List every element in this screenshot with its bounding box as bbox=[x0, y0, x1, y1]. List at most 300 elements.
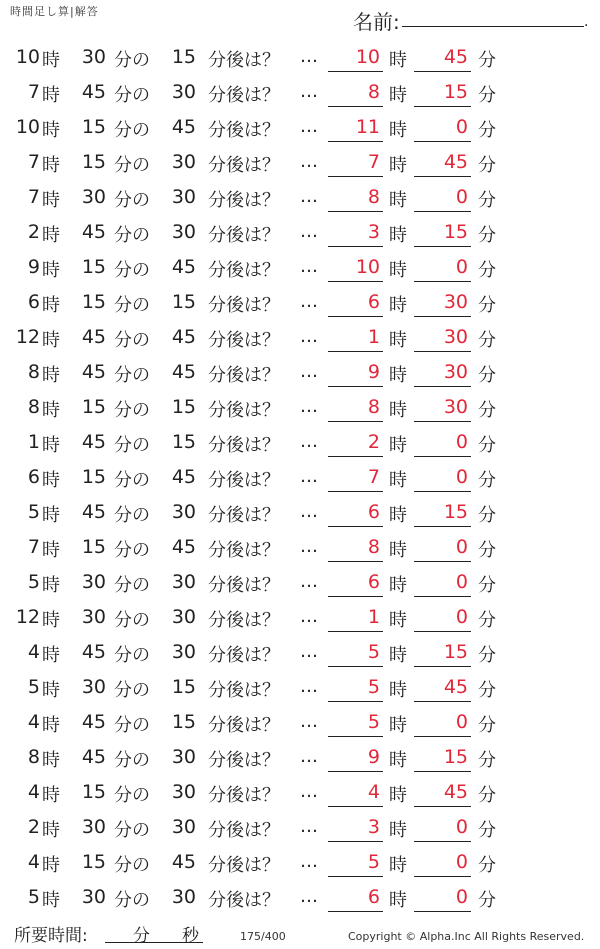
minute-of-label: 分の bbox=[114, 435, 150, 456]
answer-hour-underline bbox=[328, 526, 383, 527]
start-hour: 12 bbox=[15, 326, 40, 348]
ellipsis: … bbox=[300, 501, 318, 522]
answer-minute: 0 bbox=[455, 851, 468, 873]
added-minutes: 15 bbox=[171, 396, 196, 418]
problem-row bbox=[0, 216, 600, 244]
minute-of-label: 分の bbox=[114, 190, 150, 211]
added-minutes: 45 bbox=[171, 536, 196, 558]
answer-minute: 30 bbox=[443, 326, 468, 348]
minutes-later-label: 分後は？ bbox=[208, 680, 280, 701]
added-minutes: 45 bbox=[171, 466, 196, 488]
hour-unit: 時 bbox=[42, 855, 60, 876]
start-hour: 7 bbox=[27, 536, 40, 558]
answer-minute: 30 bbox=[443, 396, 468, 418]
answer-minute-unit: 分 bbox=[478, 50, 496, 71]
answer-minute-underline bbox=[414, 666, 471, 667]
answer-minute-unit: 分 bbox=[478, 435, 496, 456]
answer-hour-underline bbox=[328, 666, 383, 667]
minutes-later-label: 分後は？ bbox=[208, 85, 280, 106]
start-minute: 15 bbox=[81, 116, 106, 138]
answer-hour: 2 bbox=[367, 431, 380, 453]
problem-row bbox=[0, 846, 600, 874]
minutes-later-label: 分後は？ bbox=[208, 225, 280, 246]
minute-of-label: 分の bbox=[114, 365, 150, 386]
answer-minute-underline bbox=[414, 176, 471, 177]
start-minute: 30 bbox=[81, 606, 106, 628]
answer-minute: 0 bbox=[455, 571, 468, 593]
problem-row bbox=[0, 881, 600, 909]
copyright: Copyright © Alpha.Inc All Rights Reserved. bbox=[348, 930, 585, 943]
start-minute: 45 bbox=[81, 361, 106, 383]
answer-hour-unit: 時 bbox=[389, 190, 407, 211]
minute-of-label: 分の bbox=[114, 295, 150, 316]
answer-minute-unit: 分 bbox=[478, 855, 496, 876]
answer-minute-unit: 分 bbox=[478, 225, 496, 246]
minute-of-label: 分の bbox=[114, 575, 150, 596]
hour-unit: 時 bbox=[42, 715, 60, 736]
minute-of-label: 分の bbox=[114, 85, 150, 106]
answer-minute-underline bbox=[414, 701, 471, 702]
problem-row bbox=[0, 706, 600, 734]
answer-minute-underline bbox=[414, 386, 471, 387]
answer-hour: 5 bbox=[367, 851, 380, 873]
answer-hour-unit: 時 bbox=[389, 85, 407, 106]
ellipsis: … bbox=[300, 396, 318, 417]
start-hour: 2 bbox=[27, 221, 40, 243]
minutes-later-label: 分後は？ bbox=[208, 820, 280, 841]
answer-hour-underline bbox=[328, 736, 383, 737]
hour-unit: 時 bbox=[42, 610, 60, 631]
answer-hour: 6 bbox=[367, 501, 380, 523]
answer-minute-unit: 分 bbox=[478, 575, 496, 596]
start-hour: 8 bbox=[27, 396, 40, 418]
answer-minute: 45 bbox=[443, 781, 468, 803]
minute-of-label: 分の bbox=[114, 680, 150, 701]
answer-minute-unit: 分 bbox=[478, 540, 496, 561]
answer-hour-unit: 時 bbox=[389, 680, 407, 701]
answer-hour: 8 bbox=[367, 81, 380, 103]
hour-unit: 時 bbox=[42, 50, 60, 71]
answer-minute-unit: 分 bbox=[478, 820, 496, 841]
answer-hour-unit: 時 bbox=[389, 540, 407, 561]
minute-of-label: 分の bbox=[114, 120, 150, 141]
minutes-later-label: 分後は？ bbox=[208, 715, 280, 736]
added-minutes: 45 bbox=[171, 326, 196, 348]
ellipsis: … bbox=[300, 186, 318, 207]
answer-hour: 3 bbox=[367, 221, 380, 243]
answer-hour-unit: 時 bbox=[389, 365, 407, 386]
answer-minute-unit: 分 bbox=[478, 155, 496, 176]
ellipsis: … bbox=[300, 641, 318, 662]
answer-hour-unit: 時 bbox=[389, 400, 407, 421]
answer-minute-unit: 分 bbox=[478, 470, 496, 491]
answer-hour-underline bbox=[328, 176, 383, 177]
answer-minute-unit: 分 bbox=[478, 890, 496, 911]
name-dot: . bbox=[584, 14, 589, 30]
answer-hour-underline bbox=[328, 596, 383, 597]
answer-minute: 30 bbox=[443, 291, 468, 313]
page-number: 175/400 bbox=[240, 930, 286, 943]
hour-unit: 時 bbox=[42, 575, 60, 596]
minute-of-label: 分の bbox=[114, 750, 150, 771]
problem-row bbox=[0, 496, 600, 524]
time-label: 所要時間: bbox=[14, 926, 88, 946]
start-hour: 7 bbox=[27, 81, 40, 103]
problem-row bbox=[0, 776, 600, 804]
answer-hour: 5 bbox=[367, 711, 380, 733]
answer-minute-unit: 分 bbox=[478, 785, 496, 806]
answer-hour-unit: 時 bbox=[389, 610, 407, 631]
ellipsis: … bbox=[300, 886, 318, 907]
answer-hour-underline bbox=[328, 351, 383, 352]
hour-unit: 時 bbox=[42, 120, 60, 141]
answer-hour-unit: 時 bbox=[389, 855, 407, 876]
added-minutes: 30 bbox=[171, 641, 196, 663]
ellipsis: … bbox=[300, 256, 318, 277]
start-minute: 30 bbox=[81, 571, 106, 593]
minutes-later-label: 分後は？ bbox=[208, 470, 280, 491]
problem-row bbox=[0, 391, 600, 419]
hour-unit: 時 bbox=[42, 470, 60, 491]
problem-row bbox=[0, 566, 600, 594]
answer-hour: 3 bbox=[367, 816, 380, 838]
start-hour: 7 bbox=[27, 186, 40, 208]
time-minutes-label: 分 bbox=[133, 926, 150, 946]
answer-minute: 0 bbox=[455, 466, 468, 488]
problem-row bbox=[0, 111, 600, 139]
answer-hour-unit: 時 bbox=[389, 470, 407, 491]
start-hour: 4 bbox=[27, 711, 40, 733]
added-minutes: 30 bbox=[171, 781, 196, 803]
ellipsis: … bbox=[300, 781, 318, 802]
ellipsis: … bbox=[300, 116, 318, 137]
answer-hour: 1 bbox=[367, 606, 380, 628]
start-minute: 15 bbox=[81, 781, 106, 803]
answer-minute-unit: 分 bbox=[478, 750, 496, 771]
added-minutes: 30 bbox=[171, 151, 196, 173]
problem-row bbox=[0, 356, 600, 384]
problem-row bbox=[0, 741, 600, 769]
answer-minute-unit: 分 bbox=[478, 295, 496, 316]
answer-hour-underline bbox=[328, 456, 383, 457]
added-minutes: 15 bbox=[171, 46, 196, 68]
answer-minute-underline bbox=[414, 771, 471, 772]
added-minutes: 30 bbox=[171, 501, 196, 523]
minutes-later-label: 分後は？ bbox=[208, 505, 280, 526]
problem-row bbox=[0, 601, 600, 629]
hour-unit: 時 bbox=[42, 820, 60, 841]
minutes-later-label: 分後は？ bbox=[208, 330, 280, 351]
minute-of-label: 分の bbox=[114, 155, 150, 176]
minutes-later-label: 分後は？ bbox=[208, 785, 280, 806]
answer-minute: 15 bbox=[443, 641, 468, 663]
minutes-later-label: 分後は？ bbox=[208, 190, 280, 211]
problem-row bbox=[0, 321, 600, 349]
answer-hour-unit: 時 bbox=[389, 295, 407, 316]
time-seconds-label: 秒 bbox=[182, 926, 199, 946]
added-minutes: 30 bbox=[171, 221, 196, 243]
name-line bbox=[402, 26, 584, 27]
answer-hour-underline bbox=[328, 106, 383, 107]
minutes-later-label: 分後は？ bbox=[208, 540, 280, 561]
problem-row bbox=[0, 41, 600, 69]
answer-minute: 0 bbox=[455, 606, 468, 628]
answer-hour-unit: 時 bbox=[389, 750, 407, 771]
ellipsis: … bbox=[300, 326, 318, 347]
answer-hour-underline bbox=[328, 631, 383, 632]
answer-hour: 6 bbox=[367, 291, 380, 313]
hour-unit: 時 bbox=[42, 295, 60, 316]
hour-unit: 時 bbox=[42, 645, 60, 666]
minutes-later-label: 分後は？ bbox=[208, 645, 280, 666]
answer-hour-unit: 時 bbox=[389, 330, 407, 351]
answer-minute-underline bbox=[414, 211, 471, 212]
added-minutes: 15 bbox=[171, 676, 196, 698]
problem-row bbox=[0, 426, 600, 454]
added-minutes: 45 bbox=[171, 361, 196, 383]
start-hour: 9 bbox=[27, 256, 40, 278]
answer-hour-underline bbox=[328, 491, 383, 492]
minute-of-label: 分の bbox=[114, 225, 150, 246]
start-hour: 1 bbox=[27, 431, 40, 453]
start-minute: 45 bbox=[81, 326, 106, 348]
hour-unit: 時 bbox=[42, 750, 60, 771]
ellipsis: … bbox=[300, 711, 318, 732]
answer-minute-unit: 分 bbox=[478, 260, 496, 281]
answer-hour-underline bbox=[328, 701, 383, 702]
start-hour: 8 bbox=[27, 746, 40, 768]
added-minutes: 30 bbox=[171, 606, 196, 628]
answer-minute: 0 bbox=[455, 816, 468, 838]
answer-minute-underline bbox=[414, 631, 471, 632]
minutes-later-label: 分後は？ bbox=[208, 155, 280, 176]
answer-hour: 10 bbox=[355, 256, 380, 278]
answer-hour: 9 bbox=[367, 746, 380, 768]
hour-unit: 時 bbox=[42, 260, 60, 281]
ellipsis: … bbox=[300, 221, 318, 242]
answer-hour: 1 bbox=[367, 326, 380, 348]
answer-minute-unit: 分 bbox=[478, 680, 496, 701]
answer-hour: 10 bbox=[355, 46, 380, 68]
problem-row bbox=[0, 531, 600, 559]
answer-minute: 45 bbox=[443, 46, 468, 68]
ellipsis: … bbox=[300, 746, 318, 767]
answer-hour-underline bbox=[328, 911, 383, 912]
answer-hour: 4 bbox=[367, 781, 380, 803]
ellipsis: … bbox=[300, 431, 318, 452]
answer-hour-underline bbox=[328, 806, 383, 807]
start-minute: 15 bbox=[81, 151, 106, 173]
ellipsis: … bbox=[300, 536, 318, 557]
answer-hour-unit: 時 bbox=[389, 575, 407, 596]
answer-hour-underline bbox=[328, 386, 383, 387]
answer-hour-unit: 時 bbox=[389, 645, 407, 666]
start-hour: 5 bbox=[27, 886, 40, 908]
answer-hour: 5 bbox=[367, 676, 380, 698]
hour-unit: 時 bbox=[42, 505, 60, 526]
start-minute: 45 bbox=[81, 501, 106, 523]
hour-unit: 時 bbox=[42, 680, 60, 701]
minutes-later-label: 分後は？ bbox=[208, 50, 280, 71]
name-label: 名前: bbox=[353, 10, 400, 34]
answer-hour-underline bbox=[328, 421, 383, 422]
answer-minute-unit: 分 bbox=[478, 505, 496, 526]
start-hour: 6 bbox=[27, 291, 40, 313]
ellipsis: … bbox=[300, 291, 318, 312]
start-hour: 12 bbox=[15, 606, 40, 628]
start-minute: 30 bbox=[81, 676, 106, 698]
answer-hour: 8 bbox=[367, 186, 380, 208]
start-hour: 7 bbox=[27, 151, 40, 173]
minutes-later-label: 分後は？ bbox=[208, 855, 280, 876]
answer-hour: 11 bbox=[355, 116, 380, 138]
answer-minute: 15 bbox=[443, 501, 468, 523]
start-minute: 45 bbox=[81, 641, 106, 663]
hour-unit: 時 bbox=[42, 365, 60, 386]
answer-hour-underline bbox=[328, 316, 383, 317]
added-minutes: 30 bbox=[171, 816, 196, 838]
answer-minute: 15 bbox=[443, 81, 468, 103]
minute-of-label: 分の bbox=[114, 260, 150, 281]
start-minute: 15 bbox=[81, 851, 106, 873]
problem-row bbox=[0, 811, 600, 839]
answer-minute: 0 bbox=[455, 256, 468, 278]
answer-minute-underline bbox=[414, 456, 471, 457]
added-minutes: 30 bbox=[171, 186, 196, 208]
hour-unit: 時 bbox=[42, 330, 60, 351]
hour-unit: 時 bbox=[42, 155, 60, 176]
answer-minute-underline bbox=[414, 561, 471, 562]
answer-minute-underline bbox=[414, 736, 471, 737]
answer-minute: 0 bbox=[455, 536, 468, 558]
start-hour: 4 bbox=[27, 641, 40, 663]
answer-minute: 0 bbox=[455, 886, 468, 908]
added-minutes: 15 bbox=[171, 431, 196, 453]
start-hour: 10 bbox=[15, 116, 40, 138]
answer-minute-unit: 分 bbox=[478, 85, 496, 106]
problem-row bbox=[0, 461, 600, 489]
minute-of-label: 分の bbox=[114, 785, 150, 806]
answer-hour-unit: 時 bbox=[389, 435, 407, 456]
added-minutes: 45 bbox=[171, 116, 196, 138]
answer-hour-unit: 時 bbox=[389, 820, 407, 841]
minutes-later-label: 分後は？ bbox=[208, 750, 280, 771]
answer-minute: 45 bbox=[443, 676, 468, 698]
ellipsis: … bbox=[300, 361, 318, 382]
answer-minute: 0 bbox=[455, 116, 468, 138]
start-minute: 15 bbox=[81, 536, 106, 558]
answer-minute: 0 bbox=[455, 186, 468, 208]
minute-of-label: 分の bbox=[114, 855, 150, 876]
ellipsis: … bbox=[300, 151, 318, 172]
hour-unit: 時 bbox=[42, 400, 60, 421]
answer-minute: 30 bbox=[443, 361, 468, 383]
start-hour: 4 bbox=[27, 851, 40, 873]
answer-hour: 7 bbox=[367, 151, 380, 173]
answer-minute-unit: 分 bbox=[478, 330, 496, 351]
problem-row bbox=[0, 251, 600, 279]
minutes-later-label: 分後は？ bbox=[208, 890, 280, 911]
ellipsis: … bbox=[300, 851, 318, 872]
answer-minute-underline bbox=[414, 806, 471, 807]
start-minute: 45 bbox=[81, 746, 106, 768]
answer-hour: 8 bbox=[367, 396, 380, 418]
minutes-later-label: 分後は？ bbox=[208, 400, 280, 421]
problem-row bbox=[0, 146, 600, 174]
hour-unit: 時 bbox=[42, 190, 60, 211]
hour-unit: 時 bbox=[42, 540, 60, 561]
answer-minute-underline bbox=[414, 841, 471, 842]
hour-unit: 時 bbox=[42, 225, 60, 246]
minute-of-label: 分の bbox=[114, 540, 150, 561]
answer-minute-unit: 分 bbox=[478, 190, 496, 211]
answer-hour-underline bbox=[328, 246, 383, 247]
answer-minute: 0 bbox=[455, 711, 468, 733]
ellipsis: … bbox=[300, 606, 318, 627]
start-minute: 30 bbox=[81, 46, 106, 68]
answer-hour-unit: 時 bbox=[389, 225, 407, 246]
answer-hour-unit: 時 bbox=[389, 155, 407, 176]
answer-minute-unit: 分 bbox=[478, 400, 496, 421]
start-minute: 45 bbox=[81, 431, 106, 453]
added-minutes: 30 bbox=[171, 571, 196, 593]
answer-minute-underline bbox=[414, 491, 471, 492]
added-minutes: 45 bbox=[171, 851, 196, 873]
minutes-later-label: 分後は？ bbox=[208, 365, 280, 386]
minute-of-label: 分の bbox=[114, 645, 150, 666]
answer-hour-underline bbox=[328, 141, 383, 142]
start-hour: 10 bbox=[15, 46, 40, 68]
minute-of-label: 分の bbox=[114, 330, 150, 351]
answer-hour-unit: 時 bbox=[389, 505, 407, 526]
ellipsis: … bbox=[300, 46, 318, 67]
start-minute: 15 bbox=[81, 466, 106, 488]
ellipsis: … bbox=[300, 676, 318, 697]
minutes-later-label: 分後は？ bbox=[208, 260, 280, 281]
answer-minute-unit: 分 bbox=[478, 610, 496, 631]
answer-hour: 6 bbox=[367, 571, 380, 593]
problem-row bbox=[0, 181, 600, 209]
added-minutes: 30 bbox=[171, 886, 196, 908]
answer-hour-underline bbox=[328, 841, 383, 842]
answer-minute: 0 bbox=[455, 431, 468, 453]
ellipsis: … bbox=[300, 571, 318, 592]
answer-minute: 15 bbox=[443, 746, 468, 768]
hour-unit: 時 bbox=[42, 435, 60, 456]
answer-hour-unit: 時 bbox=[389, 785, 407, 806]
answer-minute-underline bbox=[414, 421, 471, 422]
ellipsis: … bbox=[300, 816, 318, 837]
answer-minute-unit: 分 bbox=[478, 645, 496, 666]
answer-hour-underline bbox=[328, 876, 383, 877]
answer-minute-underline bbox=[414, 876, 471, 877]
answer-hour-underline bbox=[328, 71, 383, 72]
start-hour: 4 bbox=[27, 781, 40, 803]
hour-unit: 時 bbox=[42, 785, 60, 806]
minutes-later-label: 分後は？ bbox=[208, 295, 280, 316]
added-minutes: 15 bbox=[171, 291, 196, 313]
ellipsis: … bbox=[300, 81, 318, 102]
added-minutes: 15 bbox=[171, 711, 196, 733]
problem-row bbox=[0, 671, 600, 699]
start-minute: 15 bbox=[81, 396, 106, 418]
answer-hour-unit: 時 bbox=[389, 120, 407, 141]
start-minute: 45 bbox=[81, 221, 106, 243]
answer-hour-underline bbox=[328, 211, 383, 212]
answer-minute-underline bbox=[414, 141, 471, 142]
added-minutes: 30 bbox=[171, 81, 196, 103]
answer-minute-underline bbox=[414, 106, 471, 107]
